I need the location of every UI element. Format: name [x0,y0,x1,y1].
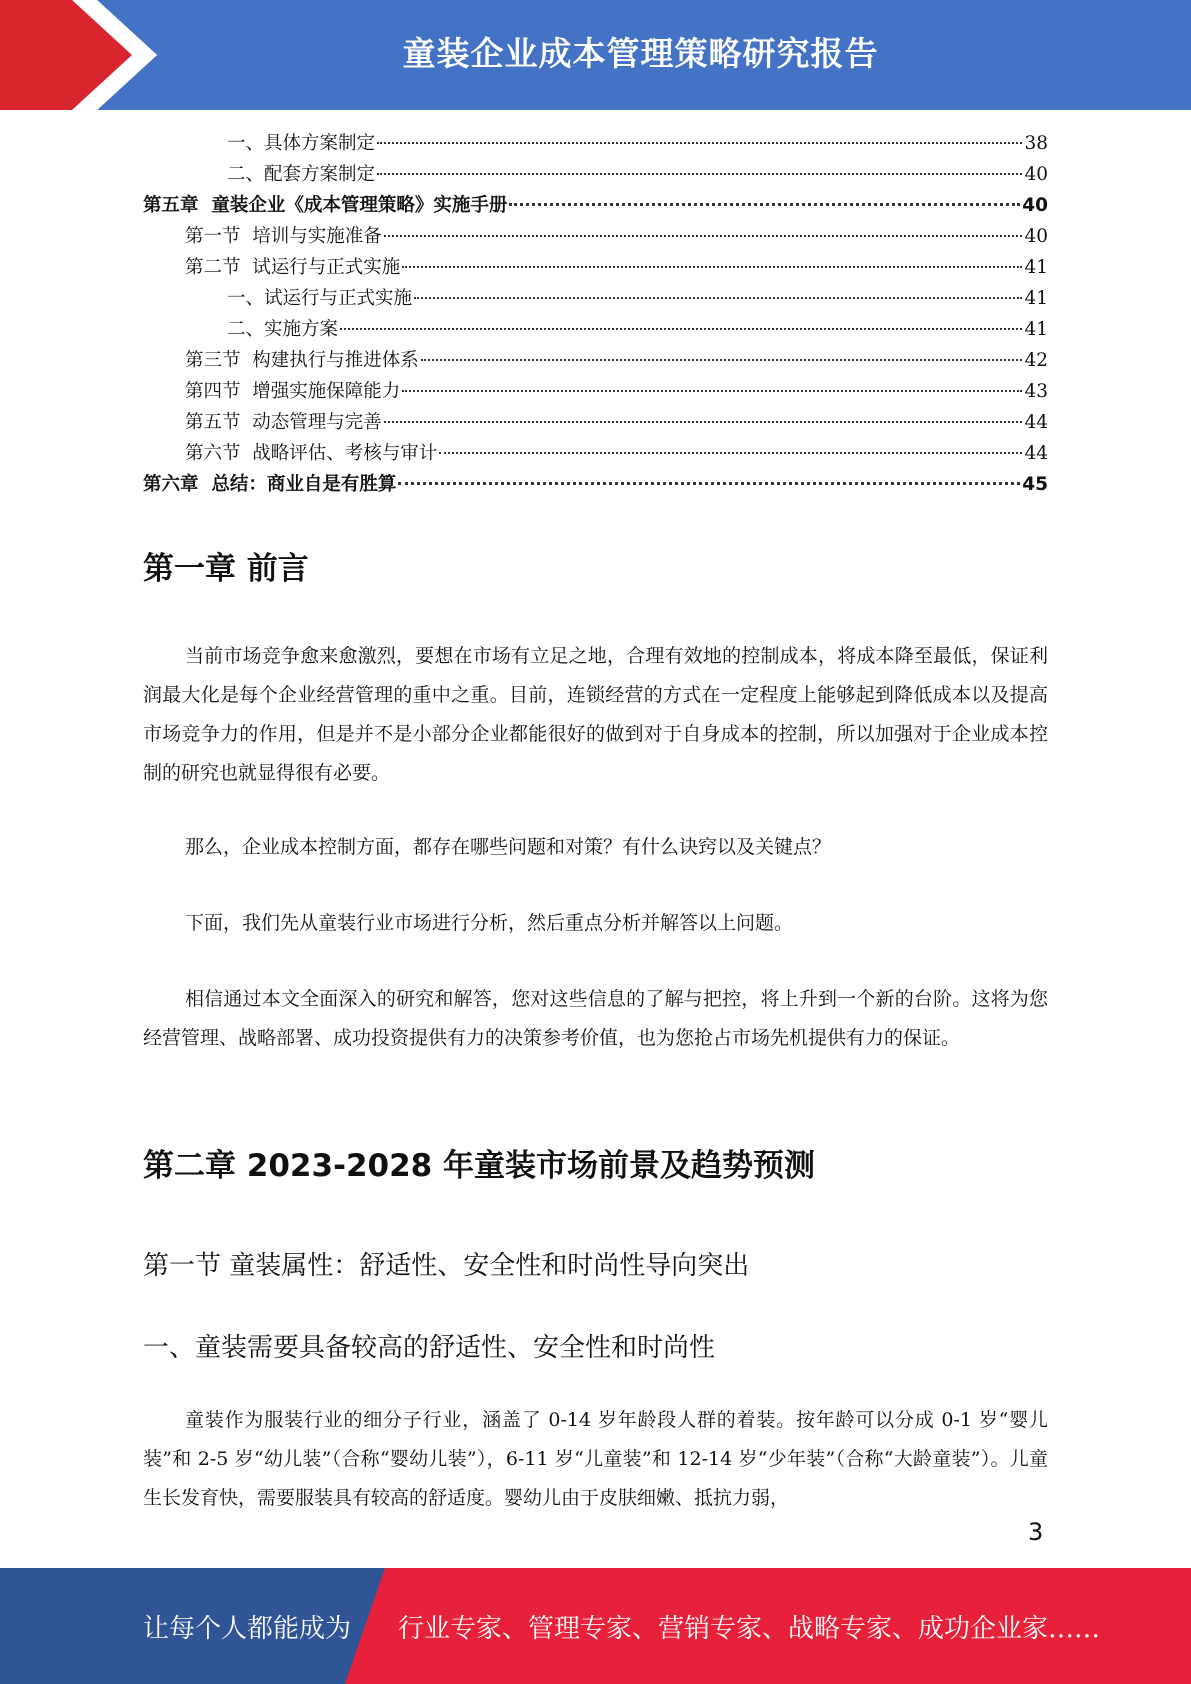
toc-entry[interactable] [143,159,1048,190]
chapter-2-paragraph: 童装作为服装行业的细分子行业，涵盖了 0-14 岁年龄段人群的着装。按年龄可以分成 0-1 岁“婴儿装”和 2-5 岁“幼儿装”（合称“婴幼儿装”），6-11 岁“儿童装”和 12-14 岁“少年装”（合称“大龄童装”）。儿童生长发育快，需要服装具有较高的舒适度。婴幼儿由于皮肤细嫩、抵抗力弱， [143,1409,1048,1509]
section-title: 第一节 童装属性：舒适性、安全性和时尚性导向突出 [143,1251,750,1281]
toc-entry-page: 41 [1024,319,1048,340]
toc-entry-title: 第五章 童装企业《成本管理策略》实施手册 [143,195,508,216]
report-title: 童装企业成本管理策略研究报告 [402,34,879,73]
toc-entry[interactable] [143,438,1048,469]
toc-entry-title: 第四节 增强实施保障能力 [185,381,401,402]
toc-leader-dots [402,266,1022,268]
toc-entry[interactable] [143,376,1048,407]
toc-entry[interactable] [143,314,1048,345]
toc-entry-page: 40 [1024,164,1048,185]
chapter-1-paragraph: 当前市场竞争愈来愈激烈，要想在市场有立足之地，合理有效地的控制成本，将成本降至最低，保证利润最大化是每个企业经营管理的重中之重。目前，连锁经营的方式在一定程度上能够起到降低成本以及提高市场竞争力的作用，但是并不是小部分企业都能很好的做到对于自身成本的控制，所以加强对于企业成本控制的研究也就显得很有必要。 [143,645,1048,784]
toc-entry[interactable] [143,345,1048,376]
toc-entry-page: 42 [1024,350,1048,371]
chapter-1-title: 第一章 前言 [143,551,309,587]
toc-leader-dots [384,421,1023,423]
toc-entry[interactable] [143,283,1048,314]
toc-entry-title: 一、试运行与正式实施 [227,288,413,309]
toc-entry-title: 第一节 培训与实施准备 [185,226,382,247]
toc-entry[interactable] [143,252,1048,283]
toc-leader-dots [421,359,1023,361]
page-footer [0,1568,1191,1684]
toc-leader-dots [439,452,1022,454]
toc-entry[interactable] [143,407,1048,438]
toc-entry-title: 第三节 构建执行与推进体系 [185,350,419,371]
chapter-2-title: 第二章 2023-2028 年童装市场前景及趋势预测 [143,1148,816,1184]
toc-entry[interactable] [143,221,1048,252]
toc-entry-page: 44 [1024,443,1048,464]
toc-entry[interactable] [143,128,1048,159]
footer-slogan-left: 让每个人都能成为 [143,1614,352,1644]
toc-entry-page: 40 [1024,226,1048,247]
chapter-1-paragraph: 相信通过本文全面深入的研究和解答，您对这些信息的了解与把控，将上升到一个新的台阶。这将为您经营管理、战略部署、成功投资提供有力的决策参考价值，也为您抢占市场先机提供有力的保证。 [143,988,1048,1049]
toc-leader-dots [509,203,1020,206]
subsection-title: 一、童装需要具备较高的舒适性、安全性和时尚性 [143,1333,716,1363]
toc-entry-page: 38 [1024,133,1048,154]
toc-leader-dots [414,297,1022,299]
toc-entry-page: 41 [1024,288,1048,309]
page-number: 3 [1028,1518,1044,1546]
toc-leader-dots [377,173,1022,175]
chapter-1-paragraph: 下面，我们先从童装行业市场进行分析，然后重点分析并解答以上问题。 [185,912,794,934]
toc-entry-title: 第二节 试运行与正式实施 [185,257,401,278]
toc-leader-dots [377,142,1022,144]
toc-leader-dots [402,390,1022,392]
toc-entry[interactable] [143,469,1048,500]
toc-entry-title: 第五节 动态管理与完善 [185,412,382,433]
footer-slogan-right: 行业专家、管理专家、营销专家、战略专家、成功企业家…… [398,1614,1101,1644]
toc-leader-dots [398,482,1020,485]
toc-entry-page: 44 [1024,412,1048,433]
toc-entry-title: 二、实施方案 [227,319,339,340]
toc-leader-dots [384,235,1023,237]
toc-entry-page: 41 [1024,257,1048,278]
page-header [0,0,1191,110]
toc-leader-dots [340,328,1022,330]
toc-entry-page: 43 [1024,381,1048,402]
toc-entry-title: 第六章 总结：商业自是有胜算 [143,474,397,495]
toc-entry-title: 二、配套方案制定 [227,164,376,185]
toc-entry[interactable] [143,190,1048,221]
table-of-contents [143,128,1048,500]
chapter-1-paragraph: 那么，企业成本控制方面，都存在哪些问题和对策？有什么诀窍以及关键点？ [185,836,832,858]
toc-entry-title: 一、具体方案制定 [227,133,376,154]
toc-entry-page: 45 [1022,474,1048,495]
toc-entry-title: 第六节 战略评估、考核与审计 [185,443,438,464]
toc-entry-page: 40 [1022,195,1048,216]
